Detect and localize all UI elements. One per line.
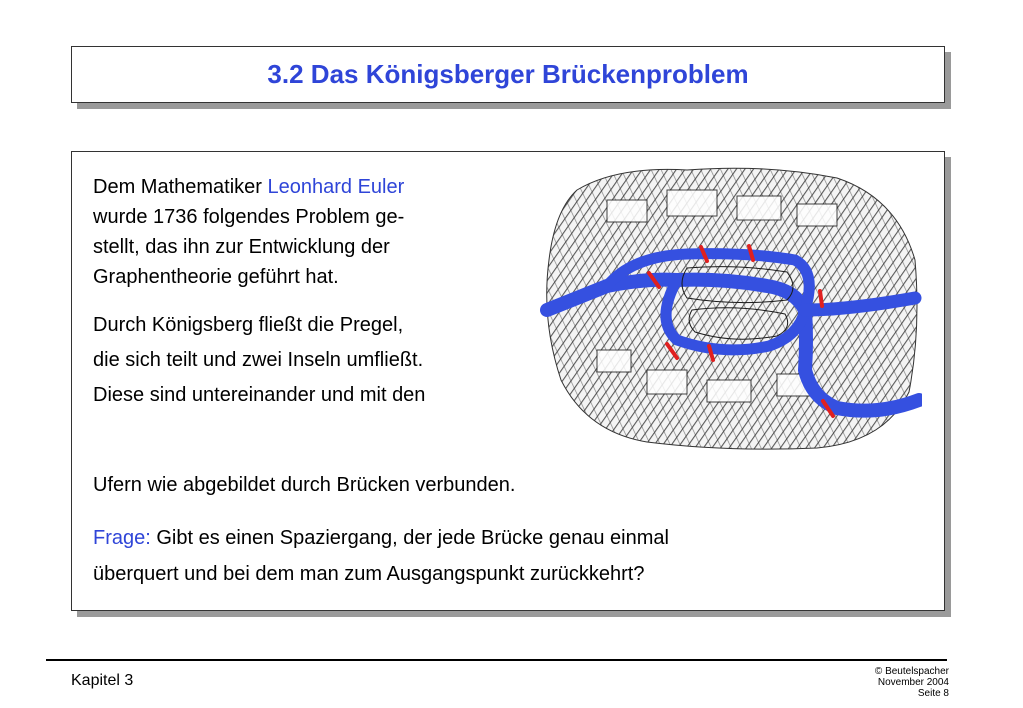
footer-info [875,666,949,699]
river-paragraph-end [93,468,913,503]
euler-name: Leonhard Euler [267,176,405,198]
koenigsberg-map-image [537,160,922,452]
footer-chapter: Kapitel 3 [71,672,134,689]
river-line-2: die sich teilt und zwei Inseln umfließt. [93,349,424,371]
intro-text [93,172,553,413]
content-box [71,151,945,611]
intro-prefix: Dem Mathematiker [93,176,268,198]
question-line-1: Gibt es einen Spaziergang, der jede Brücke genau einmal [150,527,669,549]
river-paragraph [93,308,553,413]
footer-copyright: © Beutelspacher [874,666,949,677]
slide-title: 3.2 Das Königsberger Brückenproblem [267,59,749,89]
intro-paragraph [93,172,553,292]
footer-date: November 2004 [877,677,949,688]
intro-line-4: Graphentheorie geführt hat. [93,266,339,288]
title-box [71,46,945,103]
river-line-1: Durch Königsberg fließt die Pregel, [93,314,404,336]
intro-line-2: wurde 1736 folgendes Problem ge- [93,206,405,228]
river-line-3: Diese sind untereinander und mit den [93,384,426,406]
question-line-2: überquert und bei dem man zum Ausgangspunkt zurückkehrt? [93,563,645,585]
river-line-4: Ufern wie abgebildet durch Brücken verbunden. [93,474,516,496]
question-label: Frage: [93,527,151,549]
question-paragraph [93,520,923,592]
footer-page: Seite 8 [917,688,949,699]
intro-line-3: stellt, das ihn zur Entwicklung der [93,236,390,258]
footer-divider [46,659,947,661]
